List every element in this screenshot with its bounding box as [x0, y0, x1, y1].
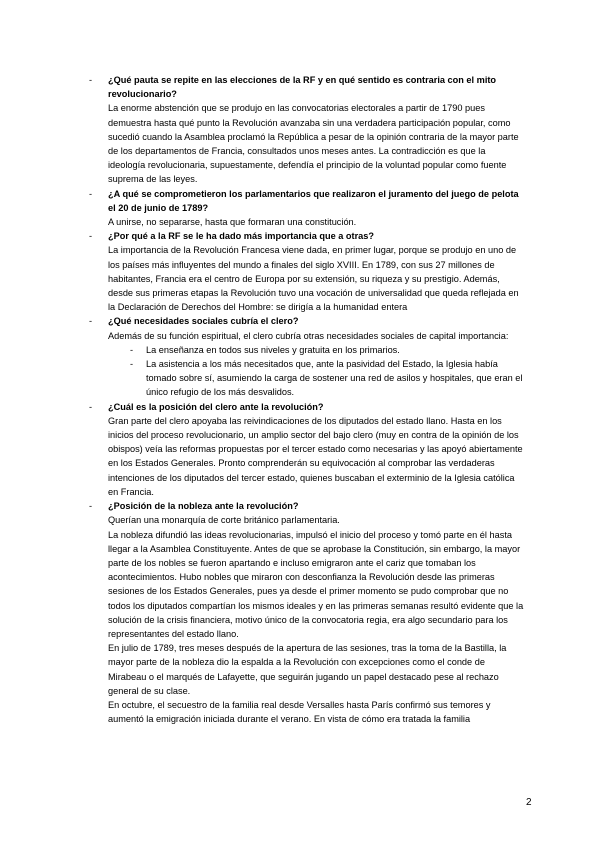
answer-paragraph: Además de su función espiritual, el clero cubría otras necesidades sociales de capital importancia: — [108, 330, 509, 341]
answer-paragraph: La nobleza difundió las ideas revolucionarias, impulsó el inicio del proceso y tomó parte en él hasta llegar a la Asamblea Constituyente. Antes de que se aprobase la Constitución, sin embargo, la mayor parte de los nobles se fueron apartando e incluso emigraron ante el cariz que tomaban los acontecimientos. Hubo nobles que miraron con desconfianza la Revolución desde las primeras sesiones de los Estados Generales, pues ya desde el primer momento se pudo comprobar que no todos los diputados compartían los mismos ideales y en las primeras semanas resultó evidente que la solución de la crisis financiera, motivo único de la convocatoria regia, era algo secundario para los representantes del estado llano. — [108, 529, 524, 639]
sub-list-text: La enseñanza en todos sus niveles y gratuita en los primarios. — [146, 344, 400, 355]
question-heading: ¿Por qué a la RF se le ha dado más importancia que a otras? — [108, 231, 374, 242]
page-number: 2 — [526, 797, 532, 808]
question-heading: ¿Posición de la nobleza ante la revolución? — [108, 501, 299, 512]
answer-paragraph: Querían una monarquía de corte británico parlamentaria. — [108, 515, 340, 526]
list-dash: - — [89, 401, 93, 412]
sub-list-item — [108, 343, 525, 357]
list-dash: - — [89, 501, 93, 512]
qa-item — [89, 314, 525, 399]
page-content — [89, 73, 525, 726]
answer-paragraph: La importancia de la Revolución Francesa viene dada, en primer lugar, porque se produjo en uno de los países más influyentes del mundo a finales del siglo XVIII. En 1789, con sus 27 millones de habitantes, Francia era el centro de Europa por su extensión, su riqueza y su prestigio. Además, desde sus primeras etapas la Revolución tuvo una vocación de universalidad que queda reflejada en la Declaración de Derechos del Hombre: se dirigía a la humanidad entera — [108, 245, 519, 313]
sub-list-dash: - — [130, 359, 134, 370]
question-heading: ¿Qué pauta se repite en las elecciones de la RF y en qué sentido es contraria con el mito revolucionario? — [108, 75, 497, 100]
sub-list-item — [108, 357, 525, 400]
answer-paragraph: En julio de 1789, tres meses después de la apertura de las sesiones, tras la toma de la Bastilla, la mayor parte de la nobleza dio la espalda a la Revolución con excepciones como el conde de Mirabeau o el marqués de Lafayette, que seguirán jugando un papel destacado pese al rechazo general de su clase. — [108, 643, 507, 696]
sub-list-dash: - — [130, 344, 134, 355]
answer-paragraph: Gran parte del clero apoyaba las reivindicaciones de los diputados del estado llano. Hasta en los inicios del proceso revolucionario, un amplio sector del bajo clero (muy en contra de la opinión de los obispos) veía las reformas propuestas por el tercer estado como necesarias y las apoyó abiertamente en los Estados Generales. Pronto comprenderán su equivocación al comprobar las verdaderas intenciones de los diputados del tercer estado, quienes buscaban el exterminio de la Iglesia católica en Francia. — [108, 415, 523, 497]
qa-item — [89, 73, 525, 187]
sub-list-text: La asistencia a los más necesitados que, ante la pasividad del Estado, la Iglesia había tomado sobre sí, asumiendo la carga de sostener una red de asilos y hospitales, que eran el único refugio de los más desvalidos. — [146, 359, 523, 398]
list-dash: - — [89, 231, 93, 242]
list-dash: - — [89, 188, 93, 199]
qa-item — [89, 400, 525, 499]
answer-paragraph: La enorme abstención que se produjo en las convocatorias electorales a partir de 1790 pues demuestra hasta qué punto la Revolución avanzaba sin una verdadera participación popular, como sucedió cuando la Asamblea proclamó la República a pesar de la opinión contraria de la mayor parte de los departamentos de Francia, consultados unos meses antes. La contradicción es que la ideología revolucionaria, supuestamente, defendía el principio de la voluntad popular como fuente suprema de las leyes. — [108, 103, 519, 185]
qa-item — [89, 499, 525, 726]
qa-item — [89, 229, 525, 314]
list-dash: - — [89, 75, 93, 85]
answer-paragraph: En octubre, el secuestro de la familia real desde Versalles hasta París confirmó sus temores y aumentó la emigración iniciada durante el verano. En vista de cómo era tratada la familia — [108, 699, 491, 725]
answer-paragraph: A unirse, no separarse, hasta que formaran una constitución. — [108, 217, 357, 228]
question-heading: ¿A qué se comprometieron los parlamentarios que realizaron el juramento del juego de pelota el 20 de junio de 1789? — [108, 188, 519, 213]
list-dash: - — [89, 316, 93, 327]
qa-item — [89, 187, 525, 230]
question-heading: ¿Cuál es la posición del clero ante la revolución? — [108, 401, 324, 412]
question-heading: ¿Qué necesidades sociales cubría el clero? — [108, 316, 299, 327]
